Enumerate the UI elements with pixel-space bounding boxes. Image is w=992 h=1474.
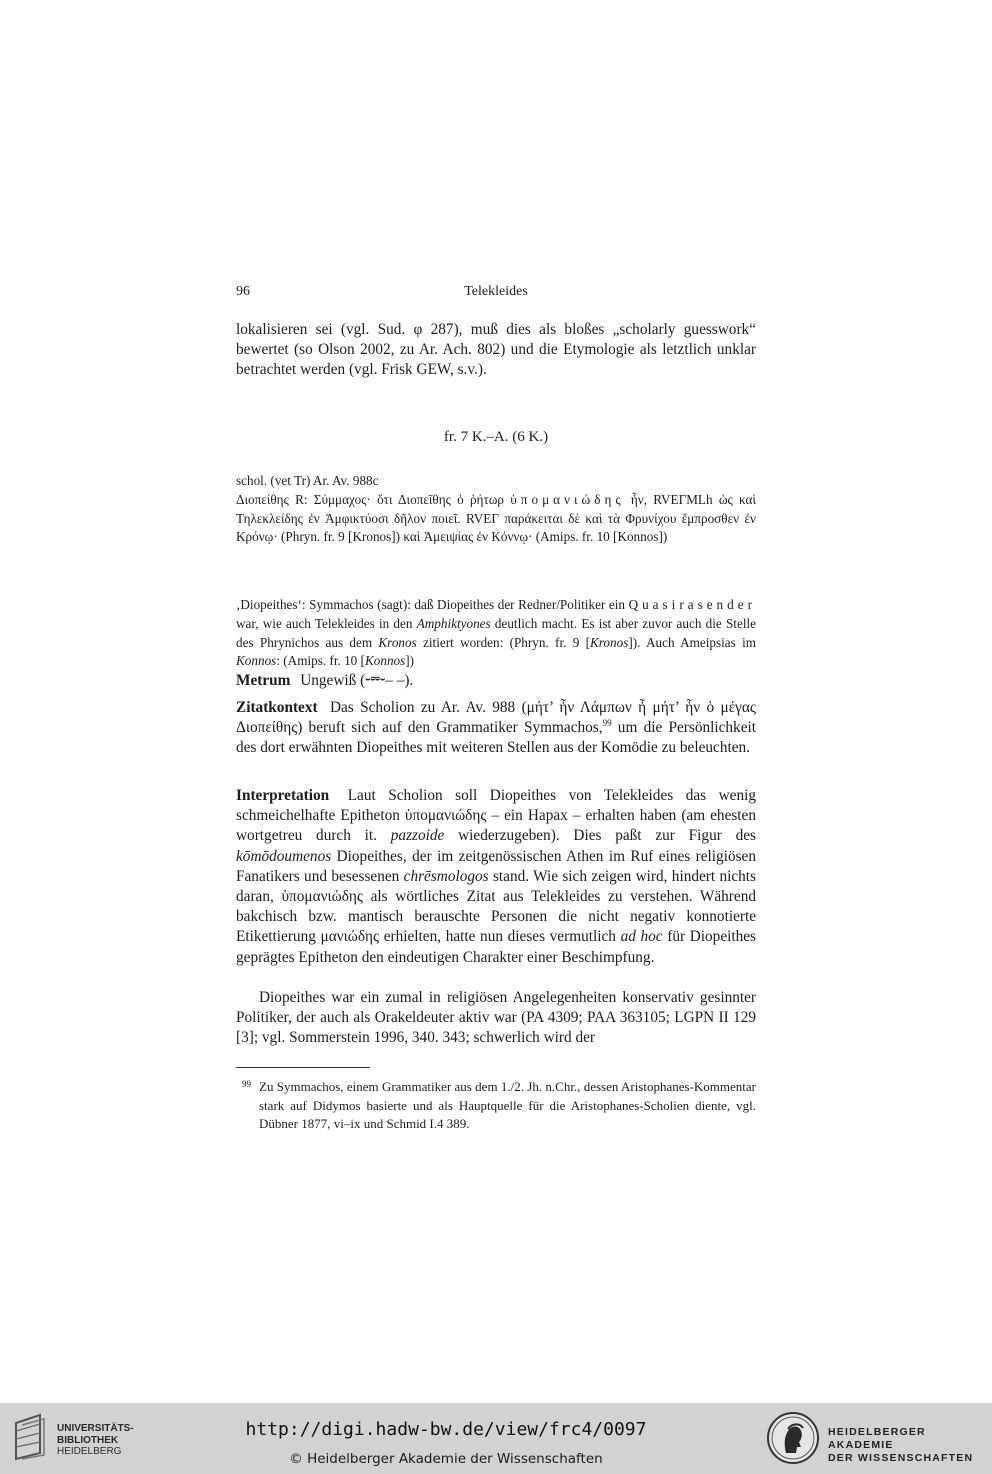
translation-spaced-word: Quasirasender [628,597,756,612]
scholion-text-part: Διοπείθης R: Σύμμαχος· ὅτι Διοπεῖθης ὁ ῥήτωρ [236,491,511,507]
academy-name-line: HEIDELBERGER AKADEMIE [828,1426,926,1451]
intro-paragraph: lokalisieren sei (vgl. Sud. φ 287), muß dies als bloßes „scholarly guesswork“ bewertet (so Olson 2002, zu Ar. Ach. 802) und die Etymologie als letztlich unklar betrachtet werden (vgl. Frisk GEW, s.v.). [236,321,756,379]
metrum-paragraph [236,671,756,691]
scholion-source: schol. (vet Tr) Ar. Av. 988c [236,473,379,488]
translation-part: ]). Auch Ameipsias im [628,634,756,650]
term-chresmologos: chrēsmologos [403,867,489,885]
scholion-translation [236,596,756,671]
running-head [236,284,756,304]
footnote-number: 99 [242,1079,251,1089]
scholion-text [236,491,756,547]
interpretation-text: Diopeithes, der im zeitgenössischen Athen im Ruf eines religiösen Fanatikers und besessenen [236,847,756,885]
library-name-line: HEIDELBERG [57,1446,122,1457]
scholion-text-part: ἦν, RVEΓMLh ὡς καὶ Τηλεκλείδης ἐν Ἀμφικτύοσι δῆλον ποιεῖ. RVEΓ παράκειται δὲ καὶ τὰ Φρυνίχου ἔμπροσθεν ἐν Κρόνῳ· (Phryn. fr. 9 [Kronos]) καὶ Ἀμειψίας ἐν Κόννῳ· (Amips. fr. 10 [Konnos]) [236,491,756,545]
interpretation-text: wiederzugeben). Dies paßt zur Figur des [444,827,756,845]
metrum-text: Ungewiß (⏑⏔⏑– –). [300,672,414,689]
title-konnos: Konnos [236,653,277,669]
translation-part: zitiert worden: (Phryn. fr. 9 [ [416,634,590,650]
translation-part: war, wie auch Telekleides in den [236,615,417,631]
zitatkontext-text: um die Persönlichkeit des dort erwähnten Diopeithes mit weiteren Stellen aus der Komödie zu beleuchten. [236,719,756,757]
translation-part: ]) [405,653,415,669]
footnote-text: Zu Symmachos, einem Grammatiker aus dem 1./2. Jh. n.Chr., dessen Aristophanes-Kommentar stark auf Didymos basierte und als Hauptquelle für die Aristophanes-Scholien diente, vgl. Dübner 1877, vi–ix und Schmid I.4 389. [259,1079,756,1132]
title-kronos: Kronos [378,634,417,650]
translation-part: ‚Diopeithes‘: Symmachos (sagt): daß Diopeithes der Redner/Politiker ein [236,597,629,612]
page-url-link[interactable]: http://digi.hadw-bw.de/view/frc4/0097 [245,1419,647,1440]
interpretation-text: für Diopeithes geprägtes Epitheton den eindeutigen Charakter einer Beschimpfung. [236,928,756,966]
copyright-notice: © Heidelberger Akademie der Wissenschaften [289,1451,603,1467]
scholion-spaced-word: ὑπομανιώδης [510,491,625,507]
academy-seal-icon [766,1411,820,1465]
translation-part: deutlich macht. Es ist aber zuvor auch die Stelle des Phrynichos aus dem [236,615,757,650]
library-name-line: UNIVERSITÄTS- [57,1423,134,1434]
metrum-label: Metrum [236,672,291,689]
library-name-line: BIBLIOTHEK [57,1434,119,1446]
zitatkontext-paragraph [236,698,756,759]
fragment-heading: fr. 7 K.–A. (6 K.) [443,429,549,445]
page-number: 96 [236,284,250,299]
academy-name-line: DER WISSENSCHAFTEN [828,1452,974,1464]
term-ad-hoc: ad hoc [620,928,663,946]
interpretation-text: Laut Scholion soll Diopeithes von Telekleides das wenig schmeichelhafte Epitheton ὑπομανιώδης – ein Hapax – erhalten haben (am ehesten wortgetreu durch it. [236,787,756,845]
academy-name [828,1426,992,1465]
footer-bar [0,1403,992,1474]
title-amphiktyones: Amphiktyones [416,615,491,631]
zitatkontext-text: Das Scholion zu Ar. Av. 988 (μήτ’ ἦν Λάμπων ἦ μήτ’ ἦν ὁ μέγας Διοπείθης) beruft sich auf den Grammatiker Symmachos, [236,699,756,737]
running-title: Telekleides [464,284,528,299]
footnote-reference[interactable]: 99 [602,718,612,729]
footnote [236,1078,756,1134]
footnote-rule [236,1067,370,1068]
scholion-block [236,472,756,547]
title-kronos: Kronos [589,634,629,650]
translation-part: : (Amips. fr. 10 [ [276,653,365,669]
zitatkontext-label: Zitatkontext [236,699,318,716]
interpretation-label: Interpretation [236,787,330,804]
interpretation-text: stand. Wie sich zeigen wird, hindert nichts daran, ὑπομανιώδης als wörtliches Zitat aus Telekleides zu verstehen. Während bakchisch bzw. mantisch berauschte Personen die nicht negativ konnotierte Etikettierung μανιώδης erhielten, hatte nun dieses vermutlich [236,867,756,946]
title-konnos: Konnos [364,653,406,669]
term-pazzoide: pazzoide [390,827,445,845]
term-komodoumenos: kōmōdoumenos [236,847,332,865]
interpretation-paragraph [236,786,756,968]
interpretation-paragraph-2: Diopeithes war ein zumal in religiösen Angelegenheiten konservativ gesinnter Politiker, der auch als Orakeldeuter aktiv war (PA 4309; PAA 363105; LGPN II 129 [3]; vgl. Sommerstein 1996, 340. 343; schwerlich wird der [236,989,756,1047]
